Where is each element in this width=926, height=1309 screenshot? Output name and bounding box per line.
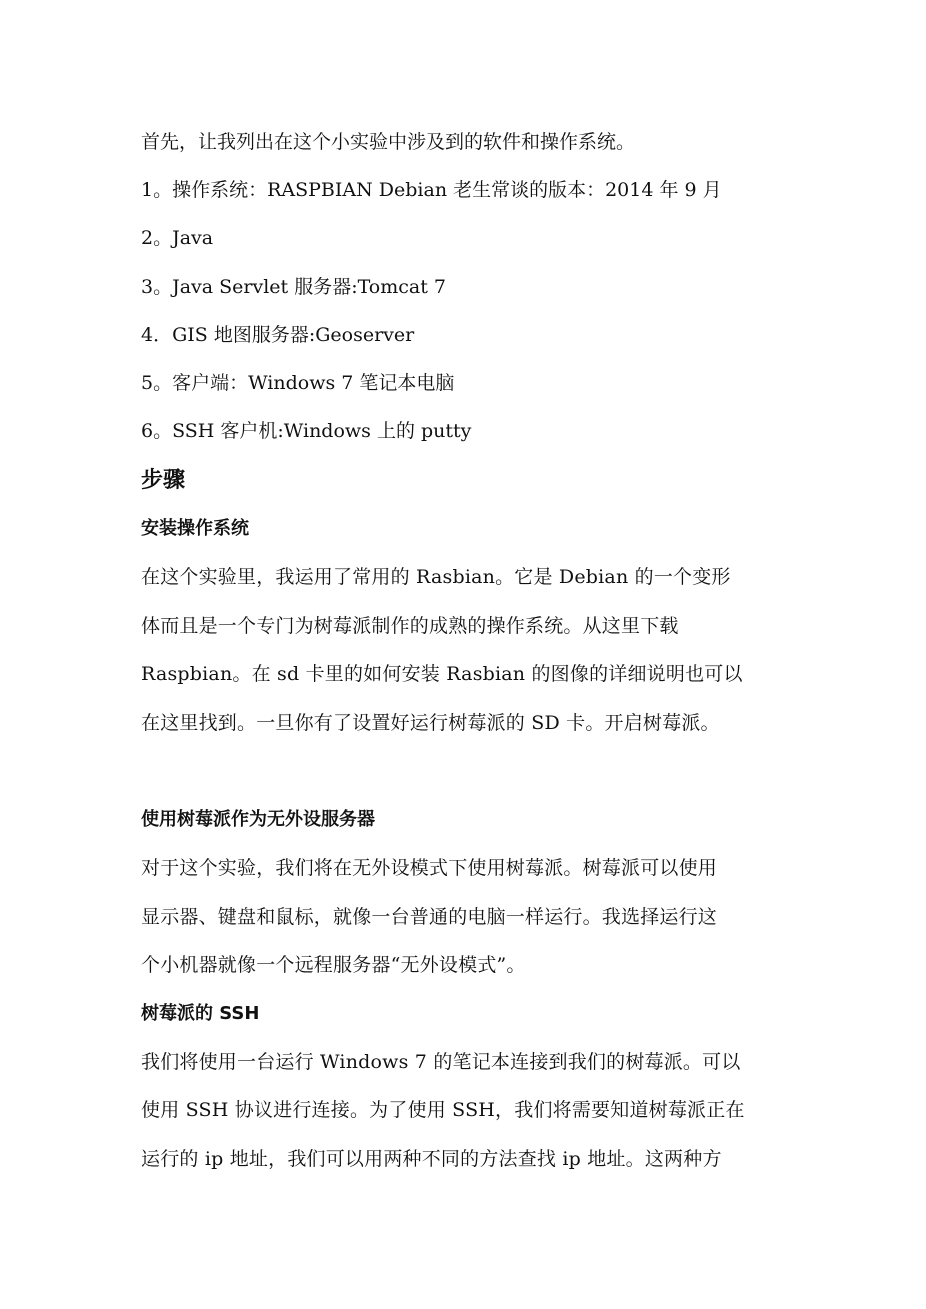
document-body	[141, 118, 791, 1183]
paragraph-line: 对于这个实验，我们将在无外设模式下使用树莓派。树莓派可以使用	[141, 857, 718, 880]
section-paragraph	[141, 844, 791, 990]
paragraph-line: Raspbian。在 sd 卡里的如何安装 Rasbian 的图像的详细说明也可以	[141, 663, 743, 686]
section-headless-server	[141, 796, 791, 990]
blank-line	[141, 747, 791, 796]
intro-paragraph: 首先，让我列出在这个小实验中涉及到的软件和操作系统。	[141, 131, 636, 153]
paragraph-line: 显示器、键盘和鼠标，就像一台普通的电脑一样运行。我选择运行这	[141, 905, 718, 928]
paragraph-line: 使用 SSH 协议进行连接。为了使用 SSH，我们将需要知道树莓派正在	[141, 1099, 745, 1122]
paragraph-line: 个小机器就像一个远程服务器“无外设模式”。	[141, 954, 526, 977]
list-item: 4．GIS 地图服务器:Geoserver	[141, 323, 415, 346]
paragraph-line: 我们将使用一台运行 Windows 7 的笔记本连接到我们的树莓派。可以	[141, 1050, 741, 1073]
software-list	[141, 166, 791, 455]
list-item: 6。SSH 客户机:Windows 上的 putty	[141, 420, 472, 443]
list-item: 3。Java Servlet 服务器:Tomcat 7	[141, 275, 446, 298]
list-item: 2。Java	[141, 227, 214, 250]
paragraph-line: 在这里找到。一旦你有了设置好运行树莓派的 SD 卡。开启树莓派。	[141, 711, 720, 734]
section-ssh	[141, 990, 791, 1184]
list-item: 5。客户端：Windows 7 笔记本电脑	[141, 371, 455, 394]
section-paragraph	[141, 1038, 791, 1184]
section-heading: 使用树莓派作为无外设服务器	[141, 809, 375, 831]
section-heading: 树莓派的 SSH	[141, 1002, 260, 1024]
paragraph-line: 体而且是一个专门为树莓派制作的成熟的操作系统。从这里下载	[141, 614, 679, 637]
list-item: 1。操作系统：RASPBIAN Debian 老生常谈的版本：2014 年 9 月	[141, 179, 722, 202]
paragraph-line: 运行的 ip 地址，我们可以用两种不同的方法查找 ip 地址。这两种方	[141, 1147, 722, 1170]
section-install-os	[141, 505, 791, 747]
steps-heading: 步骤	[141, 468, 186, 494]
paragraph-line: 在这个实验里，我运用了常用的 Rasbian。它是 Debian 的一个变形	[141, 566, 731, 589]
section-paragraph	[141, 553, 791, 747]
section-heading: 安装操作系统	[141, 518, 249, 540]
